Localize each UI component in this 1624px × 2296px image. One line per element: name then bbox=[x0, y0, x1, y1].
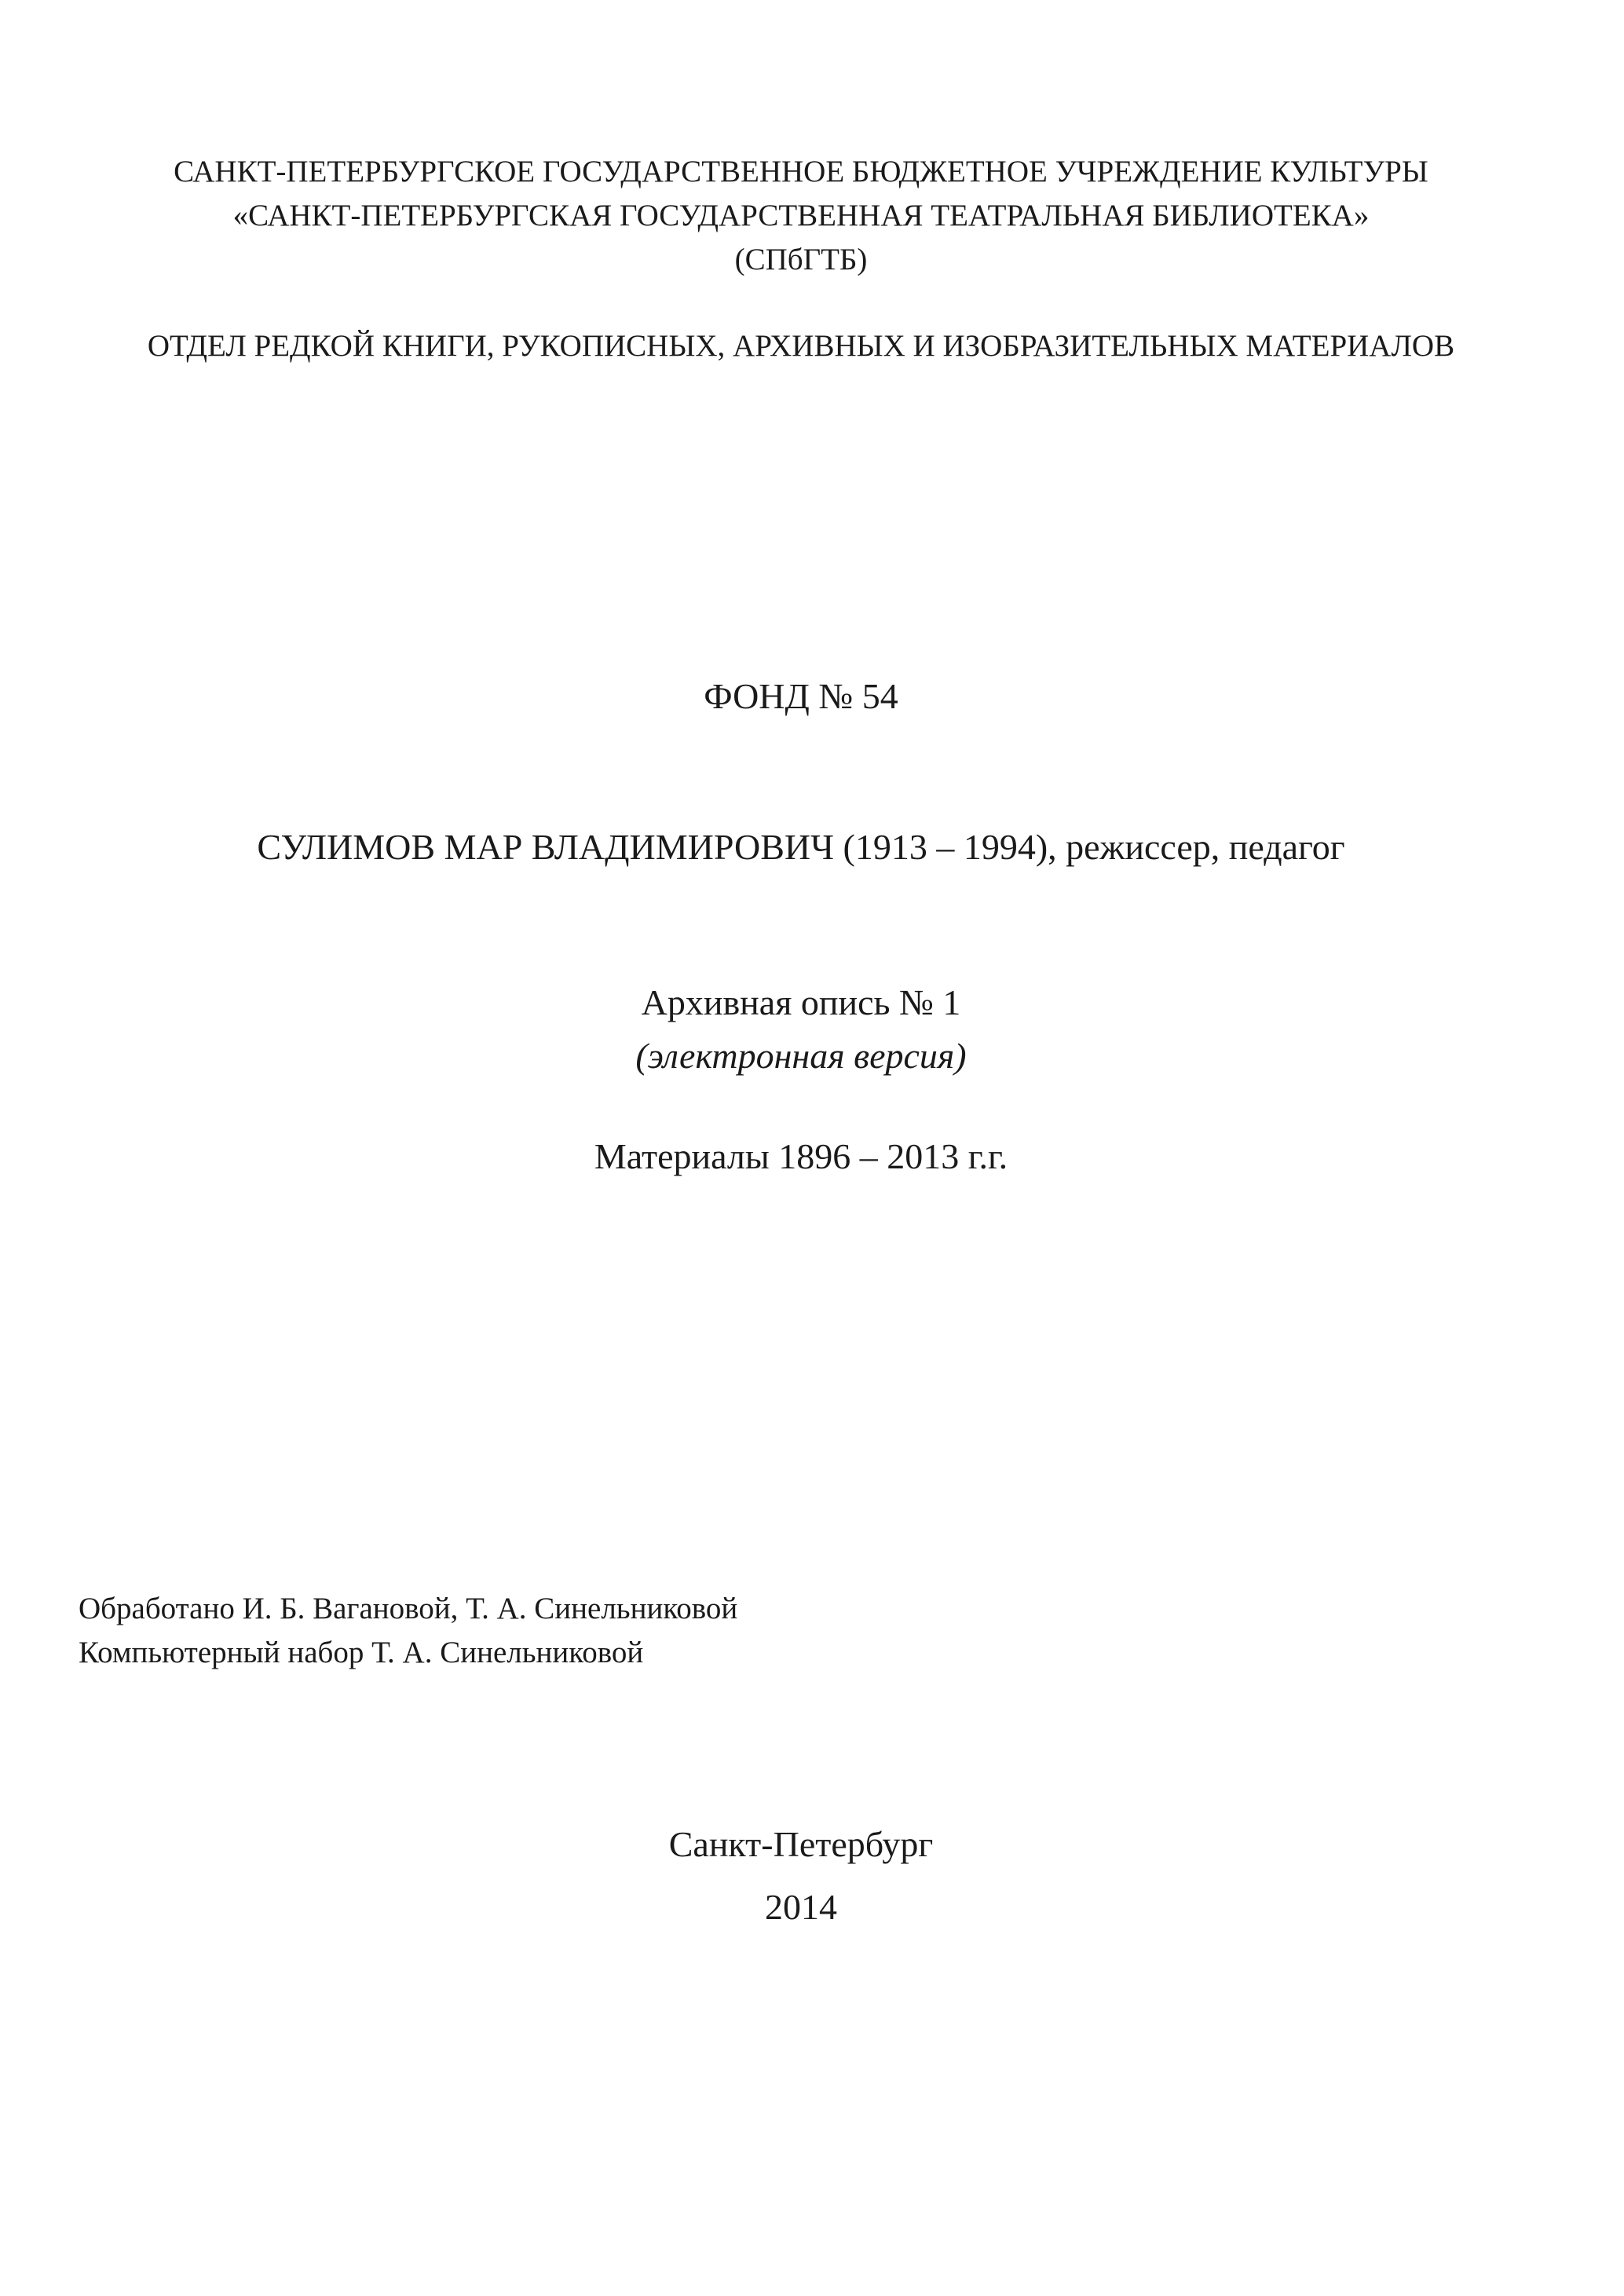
city: Санкт-Петербург bbox=[668, 1824, 934, 1864]
person-name: СУЛИМОВ МАР ВЛАДИМИРОВИЧ (1913 – 1994), режиссер, педагог bbox=[257, 827, 1345, 867]
year: 2014 bbox=[765, 1887, 837, 1927]
processed-by: Обработано И. Б. Вагановой, Т. А. Синельниковой bbox=[79, 1592, 738, 1625]
fund-number: ФОНД № 54 bbox=[704, 676, 898, 716]
materials-dates: Материалы 1896 – 2013 г.г. bbox=[594, 1136, 1008, 1176]
department-name: ОТДЕЛ РЕДКОЙ КНИГИ, РУКОПИСНЫХ, АРХИВНЫХ И ИЗОБРАЗИТЕЛЬНЫХ МАТЕРИАЛОВ bbox=[147, 329, 1455, 363]
institution-abbreviation: (СПбГТБ) bbox=[734, 243, 868, 276]
inventory-title: Архивная опись № 1 bbox=[641, 982, 961, 1022]
version-note: (электронная версия) bbox=[635, 1036, 967, 1076]
institution-line-1: САНКТ-ПЕТЕРБУРГСКОЕ ГОСУДАРСТВЕННОЕ БЮДЖЕТНОЕ УЧРЕЖДЕНИЕ КУЛЬТУРЫ bbox=[174, 155, 1428, 188]
typeset-by: Компьютерный набор Т. А. Синельниковой bbox=[79, 1636, 644, 1669]
institution-line-2: «САНКТ-ПЕТЕРБУРГСКАЯ ГОСУДАРСТВЕННАЯ ТЕАТРАЛЬНАЯ БИБЛИОТЕКА» bbox=[232, 199, 1370, 232]
